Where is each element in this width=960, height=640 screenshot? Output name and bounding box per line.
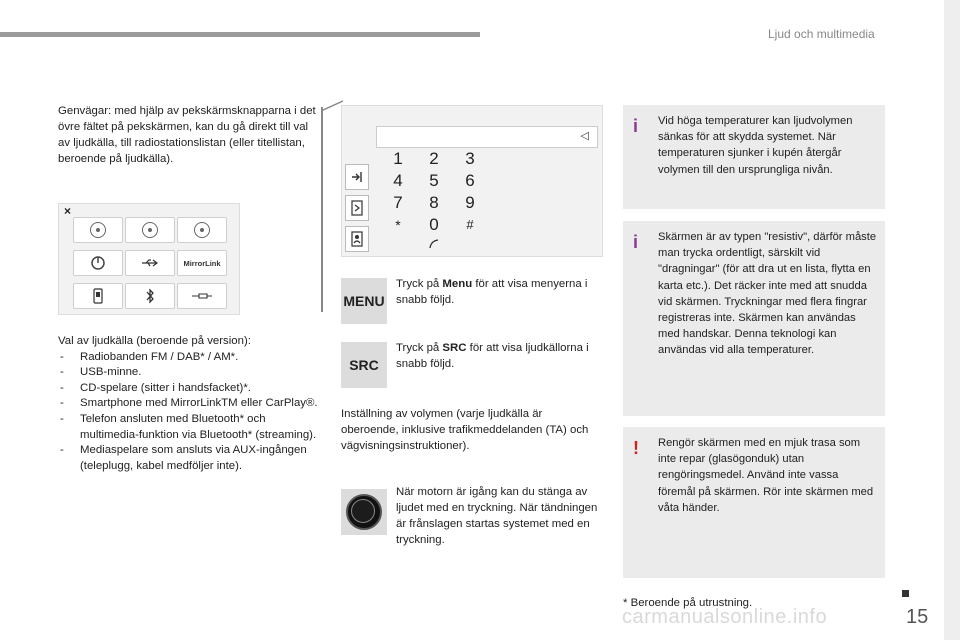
phonebook-icon: [345, 226, 369, 252]
src-description: Tryck på SRC för att visa ljudkällorna i snabb följd.: [396, 342, 589, 370]
mirrorlink-logo: MirrorLink: [183, 258, 221, 268]
header-bar: [0, 32, 480, 37]
volume-knob-image: [341, 489, 387, 535]
info-text: Vid höga temperaturer kan ljudvolymen sänkas för att skydda systemet. När temperaturen sjunker i kupén återgår volymen till den ursprungliga nivån.: [658, 115, 853, 176]
volume-paragraph: Inställning av volymen (varje ljudkälla är oberoende, inklusive trafikmeddelanden (TA) och vägvisningsinstruktioner).: [341, 408, 589, 452]
mirrorlink-source-button: [177, 250, 227, 276]
radio-icon: [90, 222, 106, 238]
radio-icon: [142, 222, 158, 238]
radio-dab-button: [125, 217, 175, 243]
usb-source-button: [125, 250, 175, 276]
keypad-key: 5: [429, 171, 439, 190]
page-number: 15: [906, 606, 929, 628]
keypad-key: 9: [465, 193, 475, 212]
list-item: - Mediaspelare som ansluts via AUX-ingången (teleplugg, kabel medföljer inte).: [58, 443, 326, 474]
warning-box-cleaning: [623, 427, 885, 578]
info-box-resistive-screen: [623, 221, 885, 416]
keypad-key: 8: [429, 193, 439, 212]
call-icon: [428, 238, 442, 250]
number-entry-field: [376, 126, 598, 148]
info-box-temperature: [623, 105, 885, 209]
usb-icon: [141, 258, 159, 268]
cd-icon: [90, 255, 106, 271]
info-text: Skärmen är av typen "resistiv", därför måste man trycka ordentligt, särskilt vid "dragningar" (för att dra ut en lista, flytta en karta etc.). Det räcker inte med att snudda vid skärmen. Tryckningar med flera fingrar registreras inte. Skärmen kan användas med handskar. Denna teknologi kan användas vid alla temperaturer.: [658, 231, 877, 357]
footnote: * Beroende på utrustning.: [623, 597, 753, 609]
phone-keypad-screen: [341, 105, 603, 257]
pointer-line: [321, 107, 323, 312]
keypad-key: 4: [393, 171, 403, 190]
menu-button-image: MENU: [341, 278, 387, 324]
aux-plug-icon: [191, 292, 213, 300]
source-list-heading: Val av ljudkälla (beroende på version):: [58, 335, 251, 347]
phone-source-button: [73, 283, 123, 309]
keypad-keys: [380, 148, 490, 236]
menu-description: Tryck på Menu för att visa menyerna i snabb följd.: [396, 278, 588, 306]
cd-source-button: [73, 250, 123, 276]
list-item: - CD-spelare (sitter i handsfacket)*.: [58, 381, 326, 397]
intro-paragraph: Genvägar: med hjälp av pekskärmsknapparna i det övre fältet på pekskärmen, kan du gå direkt till val av ljudkälla, till radiostationslistan (eller titellistan, beroende på ljudkälla).: [58, 105, 316, 165]
list-item: - Smartphone med MirrorLinkTM eller CarPlay®.: [58, 396, 326, 412]
src-button-image: SRC: [341, 342, 387, 388]
radio-icon: [194, 222, 210, 238]
watermark: carmanualsonline.info: [622, 606, 828, 628]
backspace-icon: ◁: [580, 130, 589, 142]
aux-source-button: [177, 283, 227, 309]
keypad-key: 7: [393, 193, 403, 212]
list-item: - USB-minne.: [58, 365, 326, 381]
warning-text: Rengör skärmen med en mjuk trasa som inte repar (glasögonduk) utan rengöringsmedel. Använd inte vassa föremål på skärmen. Rör inte skärmen med våta händer.: [658, 437, 874, 514]
close-icon: ×: [64, 204, 72, 218]
dial-icon: [345, 164, 369, 190]
keypad-key: 0: [429, 215, 439, 234]
bluetooth-icon: [145, 288, 155, 304]
bluetooth-source-button: [125, 283, 175, 309]
keypad-key: #: [466, 217, 474, 232]
keypad-key: 3: [465, 149, 475, 168]
list-item: - Radiobanden FM / DAB* / AM*.: [58, 350, 326, 366]
radio-fm-button: [73, 217, 123, 243]
end-marker: [902, 590, 909, 597]
knob-center: [351, 499, 375, 523]
list-item: - Telefon ansluten med Bluetooth* och multimedia-funktion via Bluetooth* (streaming).: [58, 412, 326, 443]
knob-description: När motorn är igång kan du stänga av ljudet med en tryckning. När tändningen är frånslagen startas systemet med en tryckning.: [396, 486, 598, 546]
info-icon: i: [633, 116, 639, 136]
keypad-key: *: [395, 217, 401, 233]
keypad-key: 2: [429, 149, 439, 168]
source-list: [58, 334, 326, 474]
page-edge-strip: [944, 0, 960, 640]
info-icon: i: [633, 232, 639, 252]
keypad-key: 1: [393, 149, 403, 168]
phone-icon: [93, 288, 103, 304]
keypad-key: 6: [465, 171, 475, 190]
section-title: Ljud och multimedia: [768, 27, 875, 41]
radio-am-button: [177, 217, 227, 243]
source-selection-screen: [58, 203, 240, 315]
warning-icon: !: [633, 438, 639, 458]
contacts-icon: [345, 195, 369, 221]
